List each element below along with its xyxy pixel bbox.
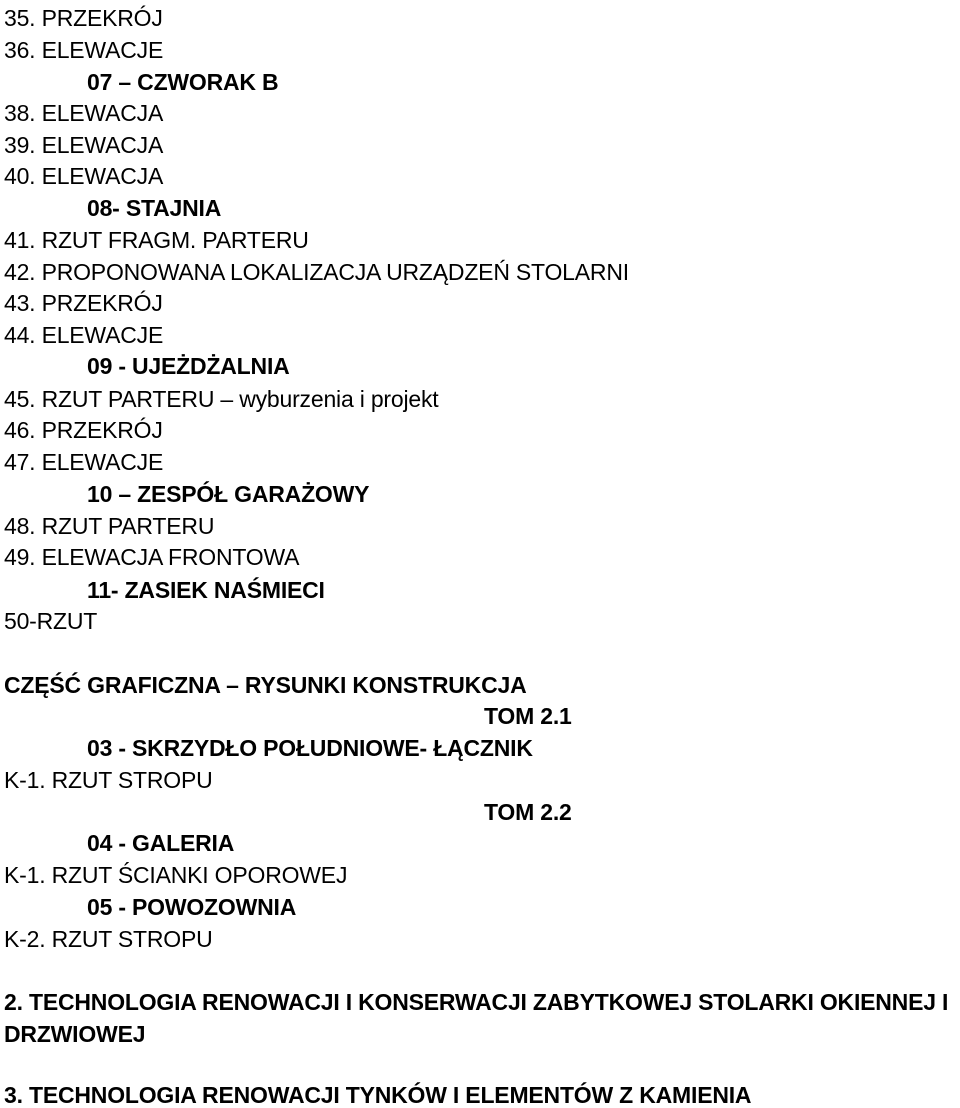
section-heading: 07 – CZWORAK B (87, 69, 279, 95)
section-heading: 05 - POWOZOWNIA (87, 894, 297, 920)
list-item: 41. RZUT FRAGM. PARTERU (4, 227, 309, 253)
list-item: 42. PROPONOWANA LOKALIZACJA URZĄDZEŃ STOLARNI (4, 259, 629, 285)
list-item: 39. ELEWACJA (4, 132, 164, 158)
list-item: 47. ELEWACJE (4, 449, 164, 475)
section-heading: 11- ZASIEK NAŚMIECI (87, 577, 325, 603)
chapter-heading: 2. TECHNOLOGIA RENOWACJI I KONSERWACJI ZABYTKOWEJ STOLARKI OKIENNEJ I (4, 989, 949, 1015)
list-item: 48. RZUT PARTERU (4, 513, 215, 539)
list-item: K-2. RZUT STROPU (4, 926, 213, 952)
chapter-heading-continuation: DRZWIOWEJ (4, 1021, 146, 1047)
list-item: 35. PRZEKRÓJ (4, 5, 163, 31)
list-item: 49. ELEWACJA FRONTOWA (4, 544, 300, 570)
list-item: 43. PRZEKRÓJ (4, 290, 163, 316)
list-item: 45. RZUT PARTERU – wyburzenia i projekt (4, 386, 439, 412)
section-heading: 09 - UJEŻDŻALNIA (87, 353, 290, 379)
list-item: 44. ELEWACJE (4, 322, 164, 348)
list-item: 50-RZUT (4, 608, 98, 634)
list-item: 40. ELEWACJA (4, 163, 164, 189)
section-heading: 03 - SKRZYDŁO POŁUDNIOWE- ŁĄCZNIK (87, 735, 533, 761)
list-item: K-1. RZUT ŚCIANKI OPOROWEJ (4, 862, 348, 888)
volume-heading: TOM 2.2 (484, 799, 572, 825)
section-heading: 10 – ZESPÓŁ GARAŻOWY (87, 481, 370, 507)
part-heading: CZĘŚĆ GRAFICZNA – RYSUNKI KONSTRUKCJA (4, 672, 527, 698)
list-item: 46. PRZEKRÓJ (4, 417, 163, 443)
chapter-heading: 3. TECHNOLOGIA RENOWACJI TYNKÓW I ELEMENTÓW Z KAMIENIA (4, 1082, 752, 1108)
list-item: 36. ELEWACJE (4, 37, 164, 63)
section-heading: 04 - GALERIA (87, 830, 235, 856)
list-item: 38. ELEWACJA (4, 100, 164, 126)
list-item: K-1. RZUT STROPU (4, 767, 213, 793)
section-heading: 08- STAJNIA (87, 195, 222, 221)
volume-heading: TOM 2.1 (484, 703, 572, 729)
